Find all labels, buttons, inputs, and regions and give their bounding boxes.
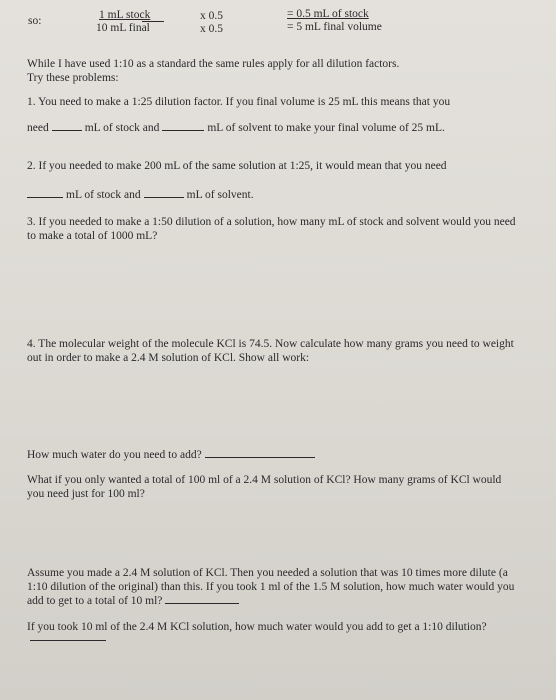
fraction-denominator: 10 mL final — [96, 22, 150, 34]
result-stock: = 0.5 mL of stock — [287, 8, 369, 20]
question-2-line-2 — [27, 188, 254, 202]
fraction-numerator: 1 mL stock — [99, 9, 151, 21]
q1-stock-label: mL of stock and — [84, 122, 160, 134]
q1-solvent-blank[interactable] — [162, 121, 204, 131]
q2-stock-label: mL of stock and — [66, 189, 141, 201]
q1-need-label: need — [27, 122, 49, 134]
multiplier-top: x 0.5 — [200, 10, 223, 22]
water-question — [27, 448, 315, 462]
question-2-line-1: 2. If you needed to make 200 mL of the same solution at 1:25, it would mean that you need — [27, 160, 447, 172]
fraction-bar — [142, 21, 164, 22]
q1-stock-blank[interactable] — [52, 121, 82, 131]
question-4-line-2: out in order to make a 2.4 M solution of KCl. Show all work: — [27, 352, 310, 364]
water-question-text: How much water do you need to add? — [27, 449, 202, 461]
intro-line-1: While I have used 1:10 as a standard the same rules apply for all dilution factors. — [27, 58, 400, 70]
result-final-volume: = 5 mL final volume — [287, 21, 382, 33]
water-answer-blank[interactable] — [205, 448, 315, 458]
question-100ml-line-2: you need just for 100 ml? — [27, 488, 145, 500]
assume-answer-blank[interactable] — [165, 594, 239, 604]
q2-solvent-blank[interactable] — [144, 188, 184, 198]
q2-solvent-label: mL of solvent. — [186, 189, 254, 201]
so-label: so: — [28, 15, 42, 27]
multiplier-bottom: x 0.5 — [200, 23, 223, 35]
last-answer-blank[interactable] — [30, 631, 106, 641]
question-1-line-2 — [27, 121, 445, 135]
intro-line-2: Try these problems: — [27, 72, 119, 84]
q1-solvent-label: mL of solvent to make your final volume of 25 mL. — [207, 122, 445, 134]
question-3-line-1: 3. If you needed to make a 1:50 dilution of a solution, how many mL of stock and solvent would you need — [27, 216, 516, 228]
assume-line-2: 1:10 dilution of the original) than this. If you took 1 ml of the 1.5 M solution, how much water would you — [27, 581, 515, 593]
last-question: If you took 10 ml of the 2.4 M KCl solution, how much water would you add to get a 1:10 dilution? — [27, 621, 487, 633]
assume-line-3-text: add to get to a total of 10 ml? — [27, 595, 163, 607]
q2-stock-blank[interactable] — [27, 188, 63, 198]
assume-line-3 — [27, 594, 239, 608]
assume-line-1: Assume you made a 2.4 M solution of KCl. Then you needed a solution that was 10 times more dilute (a — [27, 567, 508, 579]
question-100ml-line-1: What if you only wanted a total of 100 ml of a 2.4 M solution of KCl? How many grams of KCl would — [27, 474, 502, 486]
question-1-line-1: 1. You need to make a 1:25 dilution factor. If you final volume is 25 mL this means that you — [27, 96, 451, 108]
question-3-line-2: to make a total of 1000 mL? — [27, 230, 158, 242]
question-4-line-1: 4. The molecular weight of the molecule KCl is 74.5. Now calculate how many grams you need to weight — [27, 338, 514, 350]
